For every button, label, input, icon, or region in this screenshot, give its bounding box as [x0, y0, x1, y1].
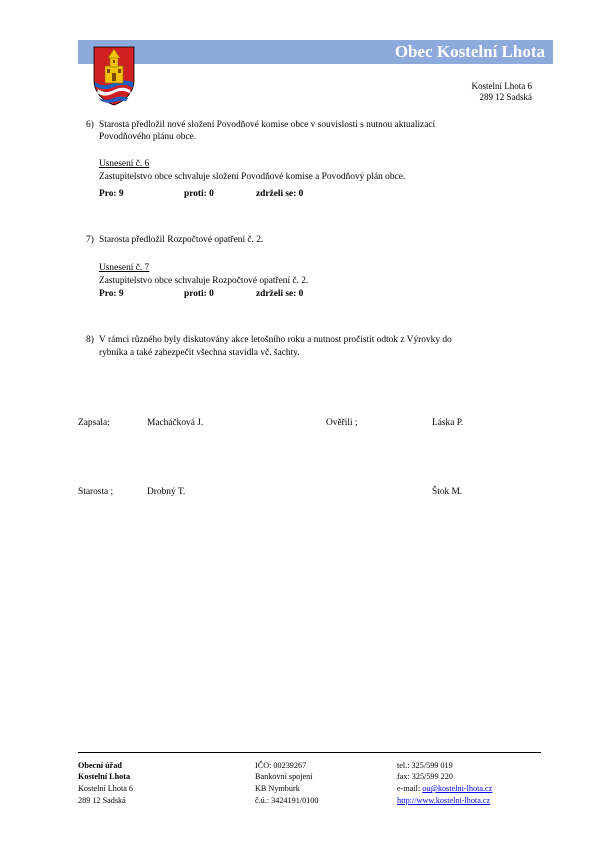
vote-for: Pro: 9	[99, 189, 124, 199]
item-text-line: Starosta předložil nové složení Povodňové komise obce v souvislosti s nutnou aktualizací	[99, 120, 436, 130]
municipal-coat-of-arms-icon	[93, 46, 135, 106]
vote-abstain: zdrželi se: 0	[256, 189, 304, 199]
vote-for: Pro: 9	[99, 289, 124, 299]
footer-divider	[78, 752, 541, 753]
vote-against: proti: 0	[184, 189, 214, 199]
footer-office-address: 289 12 Sadská	[78, 796, 126, 805]
footer-tel: tel.: 325/599 019	[397, 761, 453, 770]
address-line-2: 289 12 Sadská	[479, 92, 532, 102]
item-text-line: V rámci různého byly diskutovány akce letošního roku a nutnost pročistit odtok z Výrovky do	[99, 335, 452, 345]
footer-email-link[interactable]: ou@kostelni-lhota.cz	[422, 784, 493, 793]
footer-email-label: e-mail:	[397, 784, 421, 793]
vote-against: proti: 0	[184, 289, 214, 299]
item-text-line: Povodňového plánu obce.	[99, 132, 197, 142]
mayor-name: Drobný T.	[147, 487, 186, 497]
recorded-name: Macháčková J.	[147, 418, 204, 428]
footer-office-address: Kostelní Lhota 6	[78, 784, 134, 793]
footer-fax: fax: 325/599 220	[397, 772, 453, 781]
footer-bank-label: Bankovní spojení	[255, 772, 313, 781]
resolution-text: Zastupitelstvo obce schvaluje složení Povodňové komise a Povodňový plán obce.	[99, 172, 406, 182]
item-number: 7)	[86, 235, 94, 245]
header-bar	[78, 40, 553, 64]
resolution-title: Usnesení č. 6	[99, 159, 150, 169]
verified-name: Láska P.	[432, 418, 464, 428]
item-number: 8)	[86, 335, 94, 345]
verifier2-name: Štok M.	[432, 487, 463, 497]
footer-ico: IČO: 00239267	[255, 761, 307, 770]
municipality-title: Obec Kostelní Lhota	[394, 42, 545, 61]
footer-account: č.ú.: 3424191/0100	[255, 796, 319, 805]
footer-office-name: Kostelní Lhota	[78, 772, 131, 781]
footer-office-label: Obecní úřad	[78, 761, 122, 770]
vote-abstain: zdrželi se: 0	[256, 289, 304, 299]
resolution-title: Usnesení č. 7	[99, 263, 150, 273]
footer-bank-name: KB Nymburk	[255, 784, 300, 793]
footer-email-row	[397, 783, 492, 794]
recorded-label: Zapsala;	[78, 418, 110, 428]
resolution-text: Zastupitelstvo obce schvaluje Rozpočtové opatření č. 2.	[99, 276, 309, 286]
item-text-line: Starosta předložil Rozpočtové opatření č. 2.	[99, 235, 264, 245]
item-text-line: rybníka a také zabezpečit všechna stavidla vč. šachty.	[99, 348, 300, 358]
verified-label: Ověřili ;	[326, 418, 358, 428]
item-number: 6)	[86, 120, 94, 130]
mayor-label: Starosta ;	[78, 487, 114, 497]
address-line-1: Kostelní Lhota 6	[471, 81, 532, 91]
footer-web-link[interactable]: http://www.kostelni-lhota.cz	[397, 796, 491, 805]
